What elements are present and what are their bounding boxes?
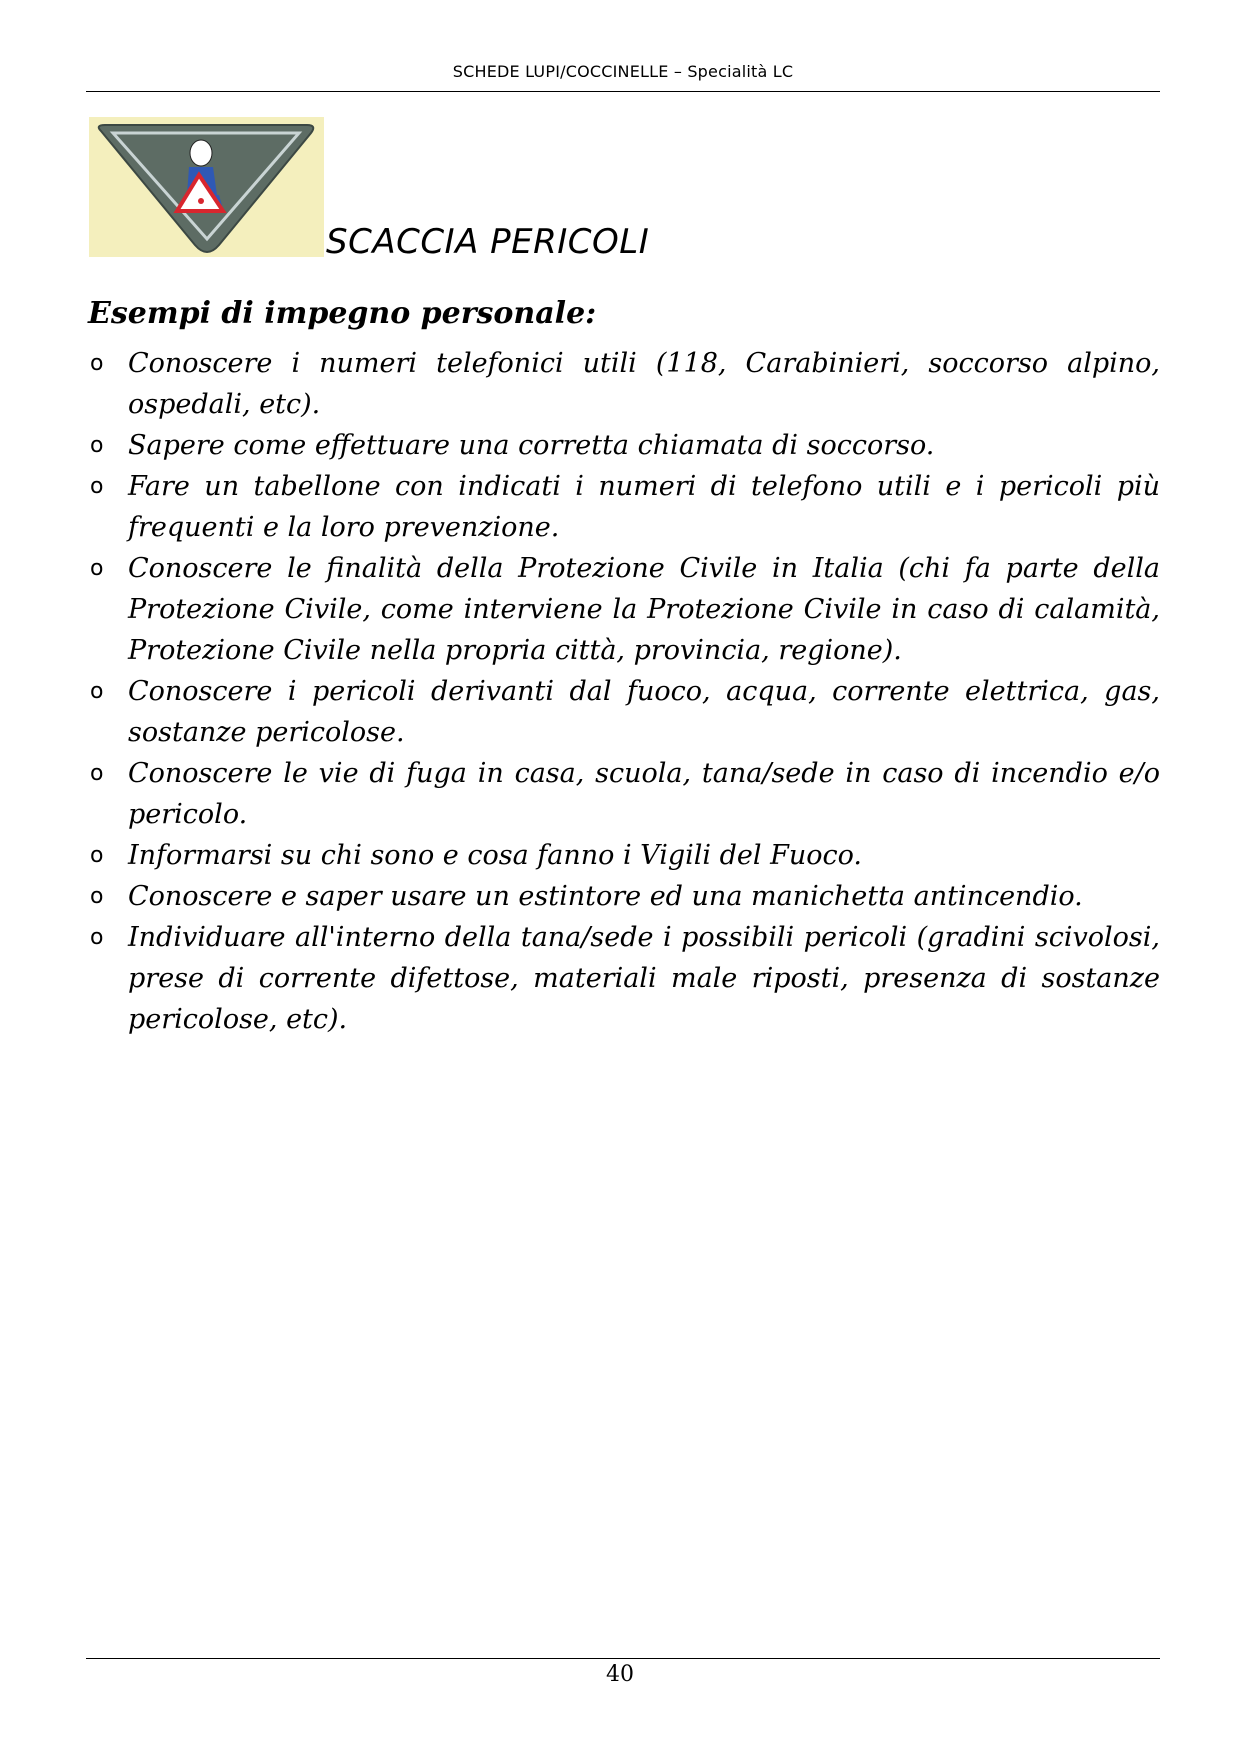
list-item: [88, 466, 1160, 548]
list-item: [88, 917, 1160, 1040]
list-item: [88, 835, 1160, 876]
list-item-text: Informarsi su chi sono e cosa fanno i Vigili del Fuoco.: [128, 840, 862, 871]
list-item-text: Conoscere le finalità della Protezione Civile in Italia (chi fa parte della Protezione Civile, come interviene la Protezione Civile in caso di calamità, Protezione Civile nella propria città, provincia, regione).: [128, 553, 1160, 666]
list-item: [88, 548, 1160, 671]
list-item-text: Conoscere i numeri telefonici utili (118, Carabinieri, soccorso alpino, ospedali, etc).: [128, 348, 1160, 420]
list-item-text: Conoscere e saper usare un estintore ed una manichetta antincendio.: [128, 881, 1083, 912]
list-item: [88, 671, 1160, 753]
page-number: 40: [606, 1662, 634, 1687]
bullet-icon: o: [90, 843, 104, 868]
section-subtitle: Esempi di impegno personale:: [88, 296, 597, 331]
bullet-icon: o: [90, 433, 104, 458]
page-header: SCHEDE LUPI/COCCINELLE – Specialità LC: [452, 62, 794, 81]
bullet-icon: o: [90, 679, 104, 704]
list-item: [88, 343, 1160, 425]
bullet-icon: o: [90, 884, 104, 909]
bullet-icon: o: [90, 556, 104, 581]
list-item: [88, 753, 1160, 835]
list-item-text: Sapere come effettuare una corretta chiamata di soccorso.: [128, 430, 935, 461]
bullet-icon: o: [90, 925, 104, 950]
bullet-icon: o: [90, 474, 104, 499]
list-item: [88, 425, 1160, 466]
list-item: [88, 876, 1160, 917]
list-item-text: Fare un tabellone con indicati i numeri di telefono utili e i pericoli più frequenti e la loro prevenzione.: [128, 471, 1160, 543]
list-item-text: Individuare all'interno della tana/sede i possibili pericoli (gradini scivolosi, prese di corrente difettose, materiali male riposti, presenza di sostanze pericolose, etc).: [128, 922, 1160, 1035]
footer-divider: [86, 1658, 1160, 1659]
scaccia-pericoli-badge-icon: [89, 117, 324, 257]
page-title: SCACCIA PERICOLI: [326, 222, 650, 262]
header-divider: [86, 91, 1160, 92]
commitment-list: [88, 343, 1160, 1040]
bullet-icon: o: [90, 351, 104, 376]
bullet-icon: o: [90, 761, 104, 786]
list-item-text: Conoscere i pericoli derivanti dal fuoco, acqua, corrente elettrica, gas, sostanze pericolose.: [128, 676, 1160, 748]
list-item-text: Conoscere le vie di fuga in casa, scuola, tana/sede in caso di incendio e/o pericolo.: [128, 758, 1160, 830]
